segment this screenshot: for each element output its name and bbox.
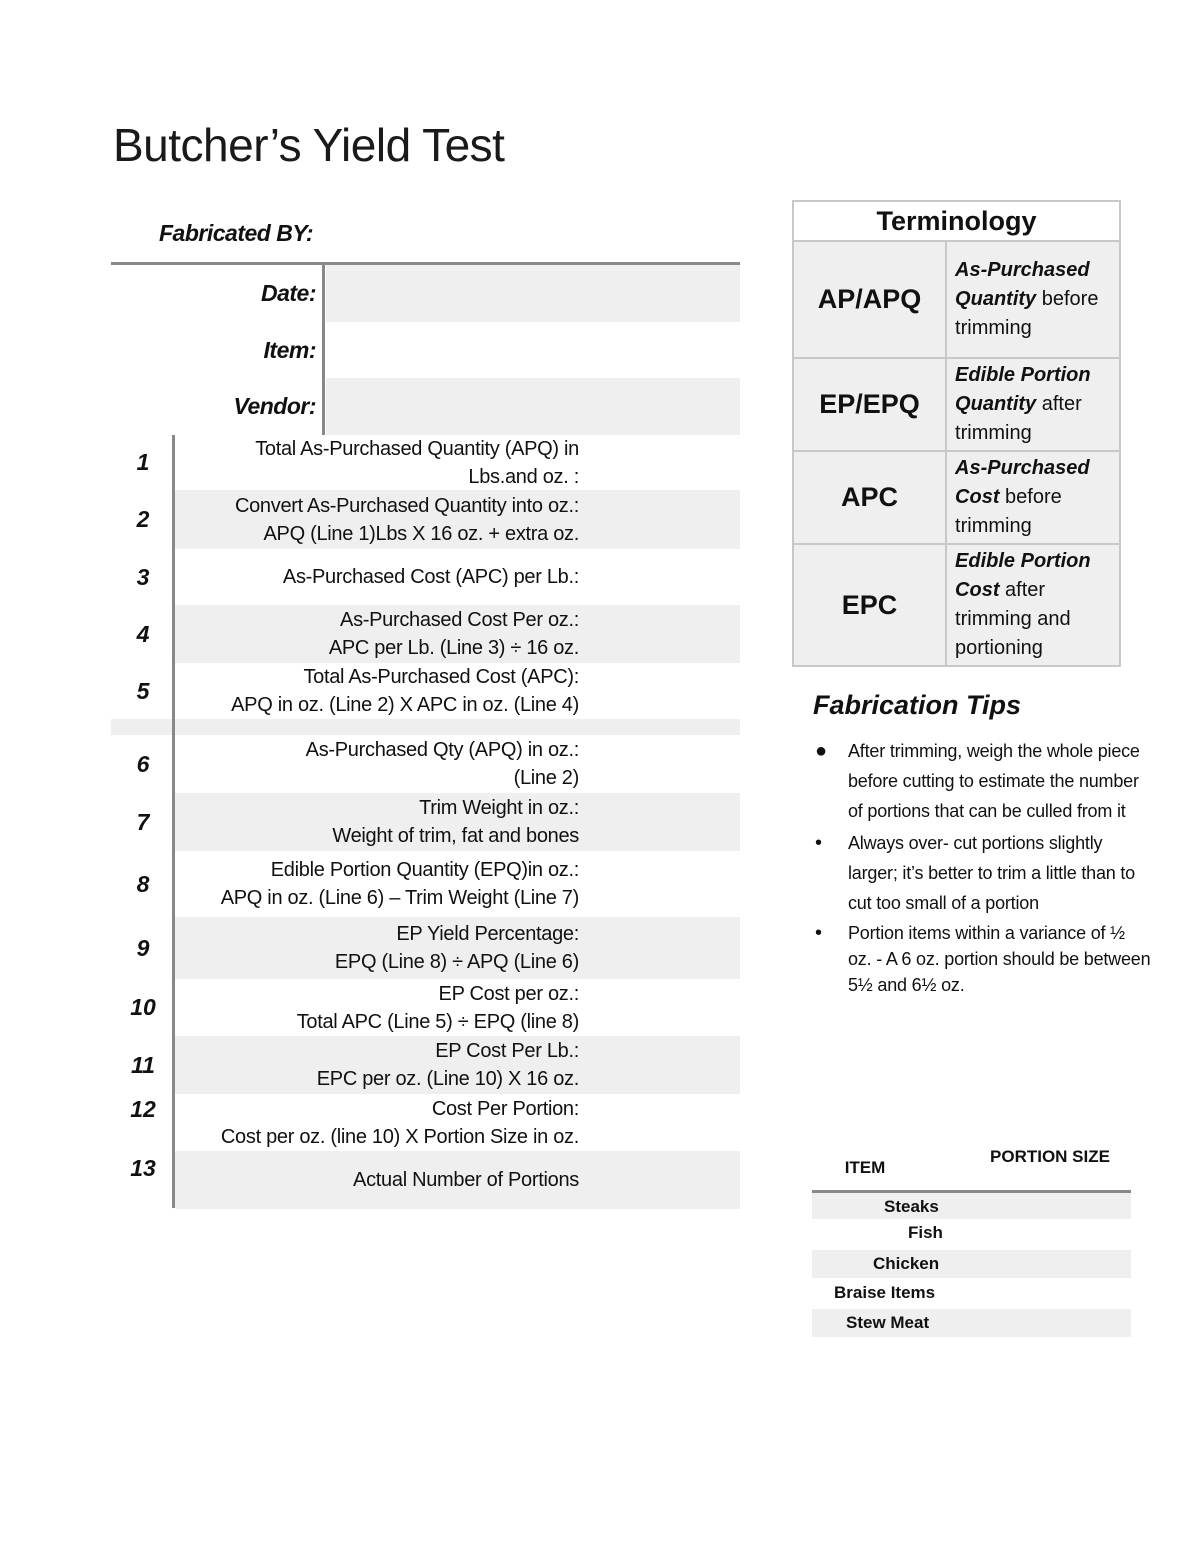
portion-row[interactable]: [812, 1279, 1131, 1307]
line-row-11: [111, 1036, 740, 1094]
term-definition-rest: before trimming: [955, 288, 1099, 339]
section-spacer: [111, 719, 740, 735]
line-sublabel: Weight of trim, fat and bones: [332, 825, 579, 847]
line-label: Actual Number of Portions: [353, 1169, 579, 1191]
line-number: 12: [130, 1096, 156, 1122]
term-key: EP/EPQ: [793, 358, 946, 451]
tip-item: [812, 920, 1152, 998]
tip-text: Always over- cut portions slightly larger; it’s better to trim a little than to cut too small of a portion: [848, 833, 1135, 913]
line-number: 2: [136, 506, 150, 532]
header-divider: [322, 265, 325, 435]
line-sublabel: EPQ (Line 8) ÷ APQ (Line 6): [334, 951, 579, 973]
term-definition-emphasis: Edible Portion Cost: [955, 550, 1091, 601]
line-sublabel: Cost per oz. (line 10) X Portion Size in oz.: [220, 1125, 579, 1148]
line-label: Cost Per Portion:: [431, 1097, 579, 1120]
line-number: 4: [136, 620, 150, 647]
line-row-6: [111, 735, 740, 793]
line-row-5: [111, 663, 740, 719]
line-row-7: [111, 793, 740, 851]
line-number: 11: [131, 1051, 155, 1078]
line-sublabel: APQ in oz. (Line 6) – Trim Weight (Line 7): [220, 887, 579, 909]
tip-text: Portion items within a variance of ½ oz. - A 6 oz. portion should be between 5½ and 6½ oz.: [848, 923, 1151, 995]
line-sublabel: APQ (Line 1)Lbs X 16 oz. + extra oz.: [263, 522, 579, 545]
term-definition-emphasis: Edible Portion Quantity: [955, 364, 1091, 415]
tips-heading: Fabrication Tips: [813, 690, 1022, 720]
vendor-row: [111, 378, 740, 435]
item-row: [111, 322, 740, 379]
line-row-8: [111, 851, 740, 917]
item-label: Item:: [263, 337, 316, 363]
line-row-2: [111, 490, 740, 549]
portion-item: Chicken: [873, 1254, 940, 1273]
portion-item: Fish: [908, 1223, 943, 1242]
term-key: EPC: [793, 544, 946, 666]
item-field[interactable]: [326, 322, 740, 379]
tips-list: [812, 736, 1152, 1000]
line-sublabel: Lbs.and oz. :: [468, 465, 579, 488]
line-label: Total As-Purchased Quantity (APQ) in: [255, 437, 579, 460]
portion-row[interactable]: [812, 1193, 1131, 1219]
line-number-divider: [172, 435, 175, 1208]
line-label: Edible Portion Quantity (EPQ)in oz.:: [270, 859, 579, 881]
portion-item: Braise Items: [834, 1283, 936, 1302]
date-label: Date:: [260, 280, 316, 306]
line-label: As-Purchased Cost (APC) per Lb.:: [282, 566, 579, 588]
terminology-table: [792, 200, 1121, 667]
bullet-icon: •: [815, 832, 822, 854]
term-definition-rest: after trimming: [955, 393, 1082, 444]
tip-text: After trimming, weigh the whole piece before cutting to estimate the number of portions that can be culled from it: [848, 741, 1140, 821]
line-row-3: [111, 549, 740, 605]
line-label: EP Yield Percentage:: [396, 923, 579, 945]
line-number: 9: [136, 934, 150, 961]
portion-row[interactable]: [812, 1309, 1131, 1337]
fabricated-by-label: Fabricated BY:: [159, 220, 314, 246]
line-row-1: [111, 435, 740, 490]
line-sublabel: EPC per oz. (Line 10) X 16 oz.: [316, 1068, 579, 1090]
term-definition-rest: after trimming and portioning: [955, 579, 1071, 659]
term-definition: [946, 358, 1120, 451]
term-key: AP/APQ: [793, 241, 946, 358]
portion-col-item: ITEM: [844, 1158, 886, 1177]
portion-item: Stew Meat: [846, 1313, 930, 1332]
bullet-icon: ●: [815, 740, 827, 762]
term-definition-emphasis: As-Purchased Quantity: [955, 259, 1090, 310]
vendor-field[interactable]: [326, 378, 740, 435]
line-label: Trim Weight in oz.:: [419, 797, 579, 819]
portion-row[interactable]: [812, 1250, 1131, 1278]
term-definition-emphasis: As-Purchased Cost: [955, 457, 1090, 508]
line-number: 10: [130, 994, 156, 1020]
term-definition-rest: before trimming: [955, 486, 1062, 537]
line-number: 5: [136, 677, 150, 704]
line-number: 7: [136, 808, 150, 835]
terminology-heading: Terminology: [793, 201, 1120, 241]
bullet-icon: •: [815, 922, 822, 944]
line-row-12: [111, 1094, 740, 1151]
line-label: EP Cost Per Lb.:: [435, 1040, 579, 1062]
line-label: Convert As-Purchased Quantity into oz.:: [234, 494, 579, 517]
line-label: As-Purchased Qty (APQ) in oz.:: [305, 739, 579, 761]
term-definition: [946, 451, 1120, 544]
portion-item: Steaks: [884, 1197, 939, 1216]
vendor-label: Vendor:: [233, 393, 316, 419]
term-definition: [946, 544, 1120, 666]
line-label: As-Purchased Cost Per oz.:: [340, 609, 579, 631]
line-label: EP Cost per oz.:: [438, 982, 579, 1005]
line-sublabel: (Line 2): [513, 767, 579, 789]
date-row: [111, 265, 740, 322]
line-row-10: [111, 979, 740, 1036]
line-number: 13: [130, 1155, 156, 1181]
portion-col-size: PORTION SIZE: [990, 1147, 1110, 1166]
line-sublabel: APC per Lb. (Line 3) ÷ 16 oz.: [328, 637, 579, 659]
term-key: APC: [793, 451, 946, 544]
date-field[interactable]: [326, 265, 740, 322]
line-label: Total As-Purchased Cost (APC):: [303, 666, 579, 688]
line-row-9: [111, 917, 740, 979]
line-row-4: [111, 605, 740, 663]
line-row-13: [111, 1151, 740, 1209]
line-sublabel: APQ in oz. (Line 2) X APC in oz. (Line 4): [231, 694, 579, 716]
line-number: 1: [136, 449, 150, 475]
line-sublabel: Total APC (Line 5) ÷ EPQ (line 8): [296, 1010, 579, 1033]
line-number: 3: [136, 563, 150, 590]
tip-item: [812, 828, 1152, 918]
term-definition: [946, 241, 1120, 358]
page-title: Butcher’s Yield Test: [113, 119, 505, 171]
tip-item: [812, 736, 1152, 826]
line-number: 8: [136, 870, 150, 897]
portion-row[interactable]: [812, 1219, 1131, 1247]
line-number: 6: [136, 750, 150, 777]
